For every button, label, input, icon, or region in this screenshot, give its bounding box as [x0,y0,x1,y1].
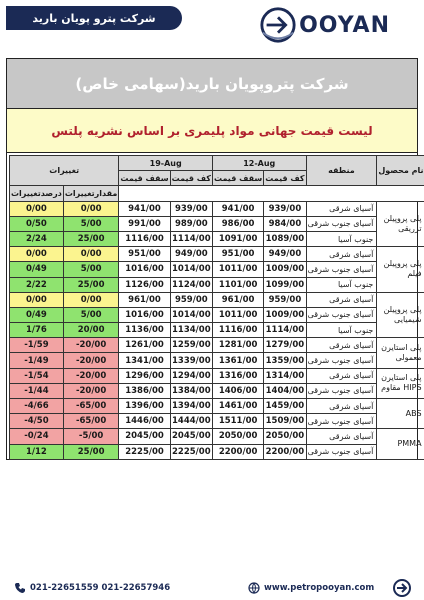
ceiling-price-2-cell: 941/00 [119,201,170,216]
region-cell: آسیای جنوب شرقی [306,383,377,398]
region-cell: آسیای شرقی [306,292,377,307]
floor-price-2-cell: 1384/00 [170,383,212,398]
ceiling-price-2-cell: 951/00 [119,247,170,262]
price-sheet [6,58,424,460]
brand-pill: شرکت پترو پویان بارید [6,6,182,30]
phone-numbers: 021-22651559 021-22657946 [30,583,171,593]
table-row [10,414,424,429]
floor-price-2-cell: 1134/00 [170,323,212,338]
percent-change-cell: 0/00 [10,292,64,307]
percent-change-cell: 2/24 [10,231,64,246]
product-cell: PMMA [377,429,424,459]
footer-logo-icon [392,578,412,598]
floor-price-2-cell: 2045/00 [170,429,212,444]
product-cell: پلی استایرن مقاوم HIPS [377,368,424,398]
table-row [10,307,424,322]
percent-change-cell: -4/50 [10,414,64,429]
amount-change-cell: 5/00 [63,262,119,277]
floor-price-2-cell: 1014/00 [170,262,212,277]
header-region: منطقه [306,156,377,186]
percent-change-cell: 0/50 [10,216,64,231]
floor-price-1-cell: 1099/00 [264,277,306,292]
ceiling-price-1-cell: 1091/00 [212,231,263,246]
table-row [10,262,424,277]
floor-price-1-cell: 1089/00 [264,231,306,246]
region-cell: آسیای شرقی [306,201,377,216]
ceiling-price-2-cell: 1016/00 [119,307,170,322]
table-row [10,429,424,444]
ceiling-price-1-cell: 1011/00 [212,262,263,277]
floor-price-2-cell: 939/00 [170,201,212,216]
table-row [10,323,424,338]
header [0,0,424,48]
footer [0,576,424,600]
floor-price-1-cell: 1314/00 [264,368,306,383]
ceiling-price-1-cell: 1116/00 [212,323,263,338]
phone-icon [14,582,26,594]
product-cell: پلی پروپیلن تزریقی [377,201,424,247]
table-row [10,444,424,459]
table-row [10,201,424,216]
price-table [9,155,424,460]
floor-price-2-cell: 1394/00 [170,399,212,414]
table-row [10,338,424,353]
ceiling-price-2-cell: 1396/00 [119,399,170,414]
percent-change-cell: 0/00 [10,201,64,216]
header-product: نام محصول [377,156,424,186]
region-cell: جنوب آسیا [306,231,377,246]
header-changes: تغییرات [10,156,119,186]
ceiling-price-2-cell: 1136/00 [119,323,170,338]
ceiling-price-2-cell: 1386/00 [119,383,170,398]
website-link[interactable]: www.petropooyan.com [264,583,375,593]
table-row [10,277,424,292]
amount-change-cell: -65/00 [63,414,119,429]
floor-price-2-cell: 1114/00 [170,231,212,246]
percent-change-cell: -1/49 [10,353,64,368]
floor-price-1-cell: 2200/00 [264,444,306,459]
table-row [10,353,424,368]
ceiling-price-2-cell: 1296/00 [119,368,170,383]
floor-price-2-cell: 1444/00 [170,414,212,429]
product-cell: پلی پروپیلن شیمیایی [377,292,424,338]
ceiling-price-1-cell: 2200/00 [212,444,263,459]
ceiling-price-2-cell: 1116/00 [119,231,170,246]
amount-change-cell: -20/00 [63,338,119,353]
percent-change-cell: 1/76 [10,323,64,338]
floor-price-2-cell: 1014/00 [170,307,212,322]
region-cell: آسیای جنوب شرقی [306,216,377,231]
amount-change-cell: 25/00 [63,444,119,459]
percent-change-cell: -0/24 [10,429,64,444]
floor-price-1-cell: 1359/00 [264,353,306,368]
header-date2: 19-Aug [119,156,213,171]
region-cell: آسیای جنوب شرقی [306,307,377,322]
amount-change-cell: 0/00 [63,292,119,307]
region-cell: آسیای جنوب شرقی [306,262,377,277]
region-cell: آسیای شرقی [306,399,377,414]
table-row [10,399,424,414]
header-floor-2: کف قیمت [170,171,212,186]
page-title: شرکت پتروپویان بارید(سهامی خاص) [7,59,417,109]
logo-text: OOYAN [299,12,390,38]
ceiling-price-1-cell: 1101/00 [212,277,263,292]
footer-phone [14,582,170,594]
table-row [10,383,424,398]
amount-change-cell: 0/00 [63,247,119,262]
ceiling-price-1-cell: 951/00 [212,247,263,262]
header-ceiling-1: سقف قیمت [212,171,263,186]
amount-change-cell: -20/00 [63,353,119,368]
ceiling-price-2-cell: 2045/00 [119,429,170,444]
floor-price-2-cell: 989/00 [170,216,212,231]
ceiling-price-1-cell: 1406/00 [212,383,263,398]
region-cell: جنوب آسیا [306,323,377,338]
header-date1: 12-Aug [212,156,306,171]
percent-change-cell: 0/00 [10,247,64,262]
floor-price-2-cell: 949/00 [170,247,212,262]
table-row [10,216,424,231]
floor-price-2-cell: 2225/00 [170,444,212,459]
ceiling-price-1-cell: 941/00 [212,201,263,216]
floor-price-1-cell: 1009/00 [264,262,306,277]
ceiling-price-1-cell: 1281/00 [212,338,263,353]
floor-price-1-cell: 2050/00 [264,429,306,444]
amount-change-cell: -65/00 [63,399,119,414]
ceiling-price-1-cell: 961/00 [212,292,263,307]
region-cell: آسیای شرقی [306,247,377,262]
globe-icon [248,582,260,594]
region-cell: آسیای جنوب شرقی [306,444,377,459]
floor-price-1-cell: 949/00 [264,247,306,262]
percent-change-cell: -4/66 [10,399,64,414]
floor-price-1-cell: 1404/00 [264,383,306,398]
region-cell: آسیای جنوب شرقی [306,353,377,368]
floor-price-1-cell: 984/00 [264,216,306,231]
percent-change-cell: 2/22 [10,277,64,292]
floor-price-1-cell: 1279/00 [264,338,306,353]
ceiling-price-1-cell: 1461/00 [212,399,263,414]
footer-website[interactable] [248,582,374,594]
ceiling-price-1-cell: 986/00 [212,216,263,231]
table-row [10,368,424,383]
page-subtitle: لیست قیمت جهانی مواد پلیمری بر اساس نشریه پلتس [7,109,417,153]
floor-price-2-cell: 1259/00 [170,338,212,353]
floor-price-1-cell: 1009/00 [264,307,306,322]
ceiling-price-2-cell: 961/00 [119,292,170,307]
header-floor-1: کف قیمت [264,171,306,186]
percent-change-cell: -1/54 [10,368,64,383]
amount-change-cell: 20/00 [63,323,119,338]
ceiling-price-1-cell: 1316/00 [212,368,263,383]
floor-price-1-cell: 939/00 [264,201,306,216]
ceiling-price-1-cell: 1361/00 [212,353,263,368]
percent-change-cell: -1/59 [10,338,64,353]
amount-change-cell: 5/00 [63,307,119,322]
floor-price-2-cell: 1339/00 [170,353,212,368]
header-amount: مقدارتغییرات [63,186,119,201]
ceiling-price-2-cell: 1016/00 [119,262,170,277]
ceiling-price-1-cell: 1011/00 [212,307,263,322]
ceiling-price-1-cell: 2050/00 [212,429,263,444]
amount-change-cell: 5/00 [63,216,119,231]
amount-change-cell: -20/00 [63,368,119,383]
percent-change-cell: -1/44 [10,383,64,398]
floor-price-1-cell: 1509/00 [264,414,306,429]
amount-change-cell: 0/00 [63,201,119,216]
floor-price-2-cell: 1294/00 [170,368,212,383]
header-percent: درصدتغییرات [10,186,64,201]
ceiling-price-2-cell: 2225/00 [119,444,170,459]
ceiling-price-2-cell: 1341/00 [119,353,170,368]
ceiling-price-2-cell: 1126/00 [119,277,170,292]
floor-price-1-cell: 1114/00 [264,323,306,338]
floor-price-1-cell: 1459/00 [264,399,306,414]
amount-change-cell: -20/00 [63,383,119,398]
product-cell: پلی پروپیلن فیلم [377,247,424,293]
percent-change-cell: 1/12 [10,444,64,459]
table-row [10,231,424,246]
percent-change-cell: 0/49 [10,307,64,322]
ceiling-price-2-cell: 991/00 [119,216,170,231]
region-cell: آسیای شرقی [306,429,377,444]
region-cell: جنوب آسیا [306,277,377,292]
amount-change-cell: 25/00 [63,277,119,292]
ceiling-price-1-cell: 1511/00 [212,414,263,429]
region-cell: آسیای جنوب شرقی [306,414,377,429]
floor-price-1-cell: 959/00 [264,292,306,307]
ceiling-price-2-cell: 1446/00 [119,414,170,429]
header-ceiling-2: سقف قیمت [119,171,170,186]
amount-change-cell: -5/00 [63,429,119,444]
table-row [10,292,424,307]
product-cell: ABS [377,399,424,429]
table-row [10,247,424,262]
ceiling-price-2-cell: 1261/00 [119,338,170,353]
floor-price-2-cell: 959/00 [170,292,212,307]
region-cell: آسیای شرقی [306,368,377,383]
percent-change-cell: 0/49 [10,262,64,277]
region-cell: آسیای شرقی [306,338,377,353]
company-logo [259,6,390,44]
floor-price-2-cell: 1124/00 [170,277,212,292]
logo-mark-icon [259,6,297,44]
product-cell: پلی استایرن معمولی [377,338,424,368]
amount-change-cell: 25/00 [63,231,119,246]
